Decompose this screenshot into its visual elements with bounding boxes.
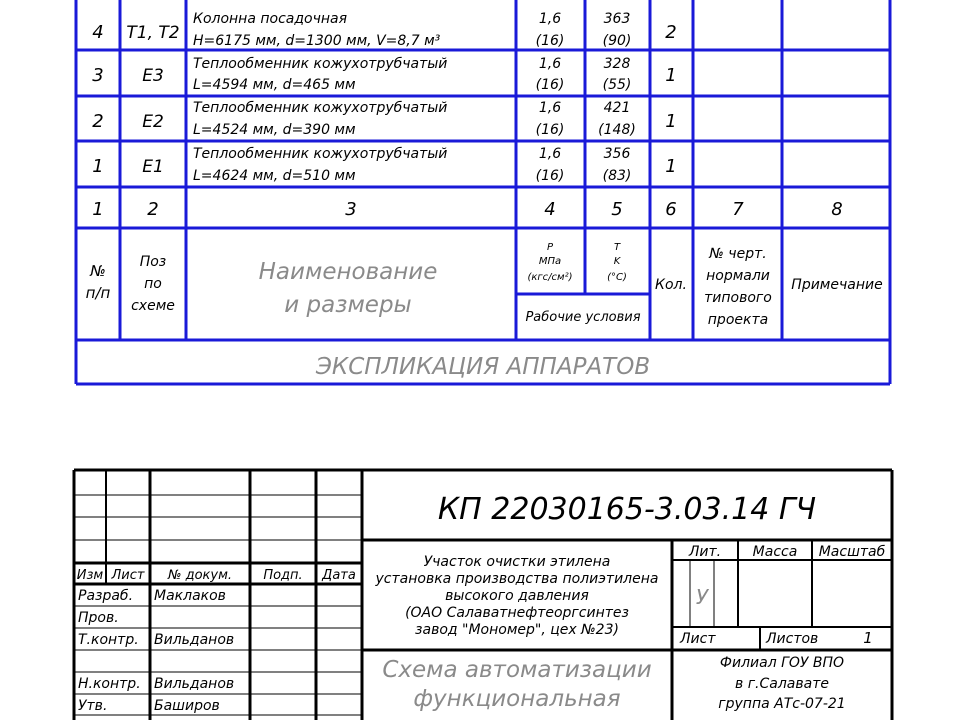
organization-line2: в г.Салавате bbox=[735, 676, 829, 692]
row-position: T1, T2 bbox=[126, 23, 180, 43]
row-pressure: 1,6 bbox=[538, 146, 562, 162]
row-temperature: 328 bbox=[603, 56, 631, 72]
explication-header bbox=[86, 242, 883, 328]
row-number: 4 bbox=[92, 22, 104, 43]
organization bbox=[718, 655, 845, 712]
role-label: Пров. bbox=[78, 610, 119, 626]
organization-line3: группа АТс-07-21 bbox=[718, 696, 846, 712]
header-doc-line4: проекта bbox=[707, 312, 769, 328]
column-number: 5 bbox=[611, 199, 623, 220]
header-date: Дата bbox=[322, 568, 356, 583]
header-list: Лист bbox=[111, 568, 145, 583]
explication-row bbox=[92, 100, 676, 138]
row-pressure-kgf: (16) bbox=[535, 33, 565, 49]
lit-value: У bbox=[695, 585, 709, 609]
signature-headers bbox=[77, 568, 356, 583]
header-work-conditions: Рабочие условия bbox=[525, 310, 641, 325]
header-temperature-symbol: T bbox=[613, 242, 621, 253]
role-name: Вильданов bbox=[154, 632, 235, 648]
document-title-line1: Схема автоматизации bbox=[382, 657, 652, 683]
explication-row bbox=[92, 11, 676, 49]
object-description bbox=[375, 554, 659, 638]
column-number: 6 bbox=[665, 199, 677, 220]
row-temperature-c: (55) bbox=[602, 77, 632, 93]
row-position: E2 bbox=[142, 112, 164, 132]
role-label: Разраб. bbox=[78, 588, 134, 604]
header-temperature-unit: K bbox=[613, 256, 621, 267]
scale-label: Масштаб bbox=[818, 544, 886, 560]
stamp-right-fields bbox=[679, 544, 886, 647]
column-number: 8 bbox=[831, 199, 843, 220]
row-pressure-kgf: (16) bbox=[535, 77, 565, 93]
row-number: 1 bbox=[92, 156, 104, 177]
row-number: 2 bbox=[92, 111, 104, 132]
row-quantity: 1 bbox=[665, 65, 677, 86]
explication-title: ЭКСПЛИКАЦИЯ АППАРАТОВ bbox=[315, 354, 651, 380]
header-izm: Изм bbox=[76, 568, 104, 583]
row-temperature: 421 bbox=[603, 100, 631, 116]
column-number: 3 bbox=[345, 199, 357, 220]
header-name-line2: и размеры bbox=[284, 292, 412, 318]
document-code: КП 22030165-3.03.14 ГЧ bbox=[437, 492, 817, 527]
header-pressure-unit-kgf: (кгс/см²) bbox=[527, 272, 573, 283]
header-doc-line2: нормали bbox=[706, 268, 770, 284]
header-num-label: п/п bbox=[85, 284, 111, 302]
role-label: Утв. bbox=[78, 698, 108, 714]
row-name-line2: L=4594 мм, d=465 мм bbox=[193, 77, 356, 93]
explication-row bbox=[92, 146, 676, 184]
row-pressure: 1,6 bbox=[538, 11, 562, 27]
row-name-line2: L=4624 мм, d=510 мм bbox=[193, 168, 356, 184]
header-doc-number: № докум. bbox=[167, 568, 233, 583]
row-quantity: 1 bbox=[665, 156, 677, 177]
row-position: E3 bbox=[142, 66, 164, 86]
document-title-line2: функциональная bbox=[413, 686, 621, 712]
column-numbers-row bbox=[92, 199, 842, 220]
column-number: 7 bbox=[732, 199, 744, 220]
header-name-line1: Наименование bbox=[258, 259, 438, 285]
object-line1: Участок очистки этилена bbox=[423, 554, 611, 570]
row-quantity: 1 bbox=[665, 111, 677, 132]
row-name-line1: Теплообменник кожухотрубчатый bbox=[193, 100, 448, 116]
sheets-label: Листов bbox=[766, 631, 819, 647]
row-pressure-kgf: (16) bbox=[535, 168, 565, 184]
column-number: 2 bbox=[147, 199, 159, 220]
role-label: Н.контр. bbox=[78, 676, 141, 692]
header-quantity: Кол. bbox=[655, 277, 687, 293]
column-number: 4 bbox=[544, 199, 556, 220]
object-line3: высокого давления bbox=[445, 588, 589, 604]
sheets-value: 1 bbox=[863, 629, 873, 647]
header-note: Примечание bbox=[791, 277, 883, 293]
row-name-line1: Теплообменник кожухотрубчатый bbox=[193, 146, 448, 162]
row-temperature: 356 bbox=[603, 146, 631, 162]
mass-label: Масса bbox=[752, 544, 798, 560]
header-signature: Подп. bbox=[263, 568, 303, 583]
object-line4: (ОАО Салаватнефтеоргсинтез bbox=[405, 605, 629, 621]
row-quantity: 2 bbox=[665, 22, 677, 43]
header-pressure-symbol: P bbox=[546, 242, 554, 253]
object-line2: установка производства полиэтилена bbox=[375, 571, 659, 587]
object-line5: завод "Мономер", цех №23) bbox=[415, 622, 619, 638]
header-pos-line2: по bbox=[144, 276, 162, 292]
row-pressure-kgf: (16) bbox=[535, 122, 565, 138]
row-temperature: 363 bbox=[603, 11, 631, 27]
row-name-line2: L=4524 мм, d=390 мм bbox=[193, 122, 356, 138]
lit-label: Лит. bbox=[688, 544, 722, 560]
header-doc-line3: типового bbox=[704, 290, 772, 306]
row-name-line1: Теплообменник кожухотрубчатый bbox=[193, 56, 448, 72]
role-name: Маклаков bbox=[154, 588, 226, 604]
header-temperature-unit-c: (°C) bbox=[607, 272, 627, 283]
header-pos-line3: схеме bbox=[131, 298, 175, 314]
row-temperature-c: (148) bbox=[598, 122, 636, 138]
header-num-sign: № bbox=[90, 262, 106, 280]
header-doc-line1: № черт. bbox=[709, 246, 767, 262]
role-name: Вильданов bbox=[154, 676, 235, 692]
organization-line1: Филиал ГОУ ВПО bbox=[719, 655, 845, 671]
role-label: Т.контр. bbox=[78, 632, 139, 648]
row-number: 3 bbox=[92, 65, 104, 86]
row-pressure: 1,6 bbox=[538, 100, 562, 116]
row-name-line1: Колонна посадочная bbox=[193, 11, 348, 27]
signature-rows bbox=[78, 588, 234, 714]
role-name: Баширов bbox=[154, 698, 220, 714]
row-name-line2: H=6175 мм, d=1300 мм, V=8,7 м³ bbox=[193, 33, 441, 49]
sheet-label: Лист bbox=[680, 631, 716, 647]
row-pressure: 1,6 bbox=[538, 56, 562, 72]
row-temperature-c: (90) bbox=[602, 33, 632, 49]
column-number: 1 bbox=[92, 199, 104, 220]
document-title bbox=[382, 657, 651, 712]
row-position: E1 bbox=[142, 157, 164, 177]
row-temperature-c: (83) bbox=[602, 168, 632, 184]
explication-row bbox=[92, 56, 676, 93]
header-pos-line1: Поз bbox=[139, 254, 167, 270]
header-pressure-unit: МПа bbox=[538, 256, 562, 267]
